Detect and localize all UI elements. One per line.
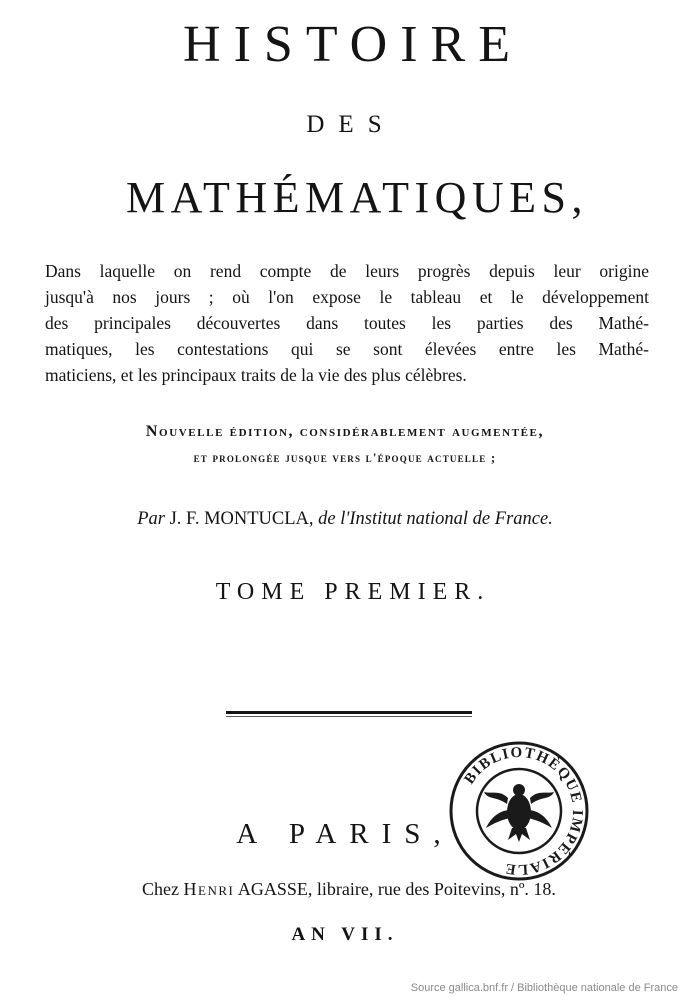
description-line: Dans laquelle on rend compte de leurs progrès depuis leur origine [45, 261, 649, 281]
publisher-address: libraire, rue des Poitevins, nº. 18. [316, 879, 556, 899]
description-line: des principales découvertes dans toutes les parties des Mathé- [45, 313, 649, 333]
edition-statement: Nouvelle édition, considérablement augmentée, [145, 423, 545, 440]
author-prefix: Par [137, 509, 165, 529]
description-line: maticiens, et les principaux traits de la vie des plus célèbres. [45, 365, 467, 385]
source-credit: Source gallica.bnf.fr / Bibliothèque nationale de France [410, 982, 678, 994]
edition-statement-continued: et prolongée jusque vers l'époque actuelle ; [193, 450, 497, 465]
description-paragraph [45, 258, 649, 388]
stamp-text: BIBLIOTHÈQUE IMPÉRIALE [461, 744, 586, 878]
publisher-prefix: Chez [142, 879, 180, 899]
divider-rule [226, 711, 472, 714]
volume-label: TOME PREMIER. [215, 579, 491, 605]
title-histoire: HISTOIRE [183, 16, 523, 73]
title-des: DES [306, 111, 396, 138]
author-name: J. F. MONTUCLA, [169, 509, 314, 529]
description-line: matiques, les contestations qui se sont élevées entre les Mathé- [45, 339, 649, 359]
author-affiliation: de l'Institut national de France. [318, 509, 553, 529]
library-stamp [448, 740, 590, 882]
publisher-line [0, 876, 690, 902]
divider-rule-thin [226, 716, 472, 717]
description-line: jusqu'à nos jours ; où l'on expose le tableau et le développement [45, 287, 649, 307]
publisher-last-name: AGASSE, [237, 879, 313, 899]
publication-year: AN VII. [291, 924, 399, 945]
author-line [0, 505, 690, 533]
title-mathematiques: MATHÉMATIQUES, [126, 173, 588, 222]
imprint-place: A PARIS, [236, 818, 454, 850]
publisher-first-name: Henri [183, 879, 235, 899]
